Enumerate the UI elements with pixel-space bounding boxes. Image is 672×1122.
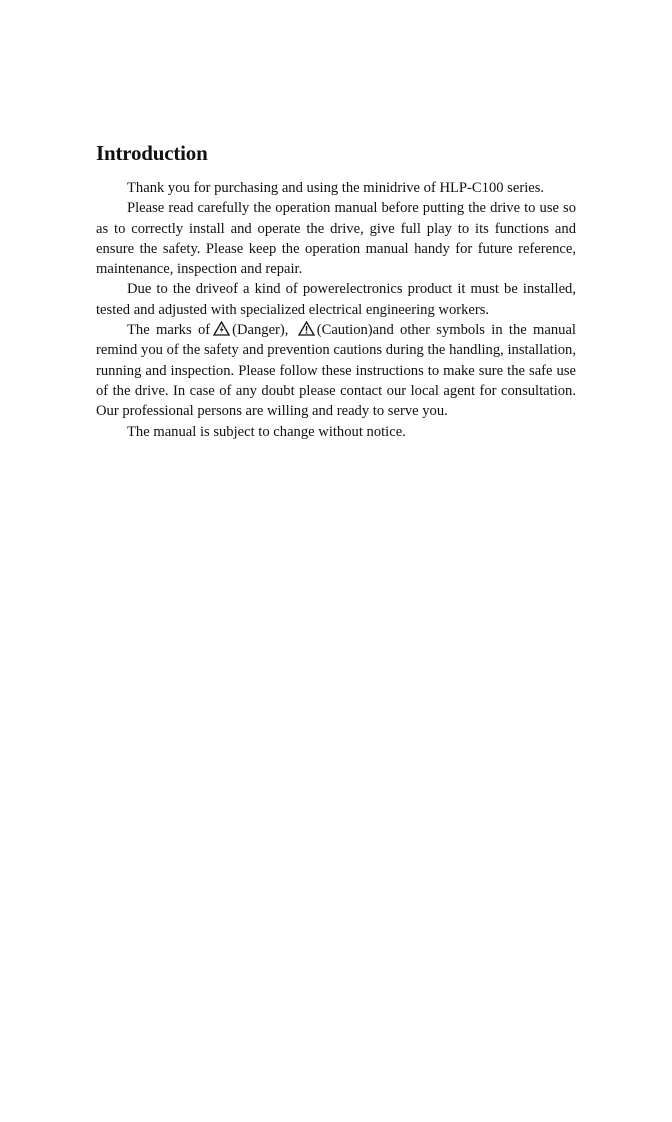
paragraph-installation: Due to the driveof a kind of powerelectronics product it must be installed, tested and adjusted with specialized electrical engineering workers. <box>96 281 576 318</box>
danger-label: (Danger), <box>232 322 289 339</box>
paragraph-change-notice: The manual is subject to change without notice. <box>127 423 406 440</box>
page-title: Introduction <box>96 141 208 165</box>
safety-marks-intro-text: The marks of <box>127 322 211 339</box>
introduction-section <box>96 140 576 442</box>
paragraph-safety-marks <box>96 320 576 421</box>
caution-label: (Caution)and other symbols in the manual remind you of the safety and prevention cautions during the handling, installation, running and inspection. Please follow these instructions to make sure the safe use of the drive. In case of any doubt please contact our local agent for consultation. Our professional persons are willing and ready to serve you. <box>96 322 576 420</box>
caution-warning-triangle-icon <box>298 321 315 336</box>
danger-warning-triangle-icon <box>213 321 230 336</box>
paragraph-thanks: Thank you for purchasing and using the minidrive of HLP-C100 series. <box>127 180 545 196</box>
paragraph-read-manual: Please read carefully the operation manual before putting the drive to use so as to correctly install and operate the drive, give full play to its functions and ensure the safety. Please keep the operation manual handy for future reference, maintenance, inspection and repair. <box>96 200 576 278</box>
